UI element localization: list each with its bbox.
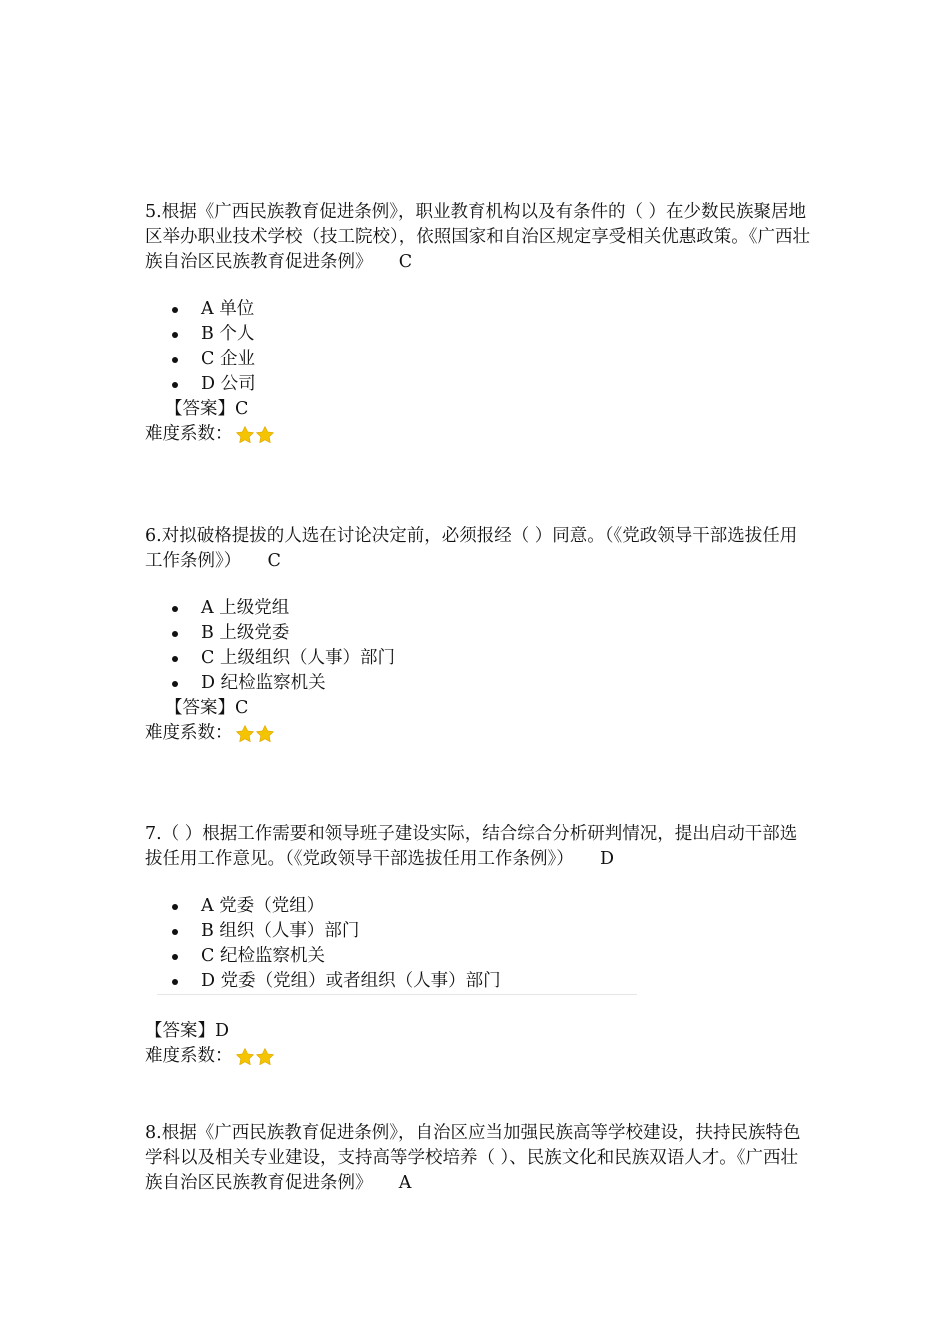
difficulty-label: 难度系数： bbox=[145, 424, 233, 444]
star-icon bbox=[255, 724, 275, 744]
difficulty-stars bbox=[235, 724, 275, 744]
option-item bbox=[145, 671, 810, 696]
difficulty-line bbox=[145, 422, 810, 447]
difficulty-stars bbox=[235, 1047, 275, 1067]
option-label: A 党委（党组） bbox=[201, 896, 325, 916]
option-label: B 上级党委 bbox=[201, 623, 290, 643]
bullet-dot-icon bbox=[172, 904, 178, 910]
star-icon bbox=[235, 724, 255, 744]
option-item bbox=[145, 621, 810, 646]
option-label: B 组织（人事）部门 bbox=[201, 921, 360, 941]
bullet-dot-icon bbox=[172, 606, 178, 612]
question-stem: 6.对拟破格提拔的人选在讨论决定前，必须报经（ ）同意。（《党政领导干部选拔任用工作条例》） C bbox=[145, 526, 798, 571]
option-item bbox=[145, 297, 810, 322]
option-label: C 企业 bbox=[201, 349, 255, 369]
answer-line: 【答案】C bbox=[165, 399, 249, 419]
option-list bbox=[145, 297, 810, 397]
difficulty-line bbox=[145, 721, 810, 746]
option-item bbox=[145, 919, 810, 944]
option-item bbox=[145, 944, 810, 969]
question-5 bbox=[145, 200, 810, 447]
option-label: C 上级组织（人事）部门 bbox=[201, 648, 395, 668]
question-stem: 7.（ ）根据工作需要和领导班子建设实际，结合综合分析研判情况，提出启动干部选拔任用工作意见。（《党政领导干部选拔任用工作条例》） D bbox=[145, 824, 798, 869]
question-stem: 8.根据《广西民族教育促进条例》，自治区应当加强民族高等学校建设，扶持民族特色学科以及相关专业建设，支持高等学校培养（ ）、民族文化和民族双语人才。《广西壮族自治区民族教育促进条例》 A bbox=[145, 1123, 801, 1193]
bullet-dot-icon bbox=[172, 656, 178, 662]
question-6 bbox=[145, 524, 810, 746]
option-label: D 党委（党组）或者组织（人事）部门 bbox=[201, 971, 501, 991]
bullet-dot-icon bbox=[172, 307, 178, 313]
option-item bbox=[145, 894, 810, 919]
bullet-dot-icon bbox=[172, 332, 178, 338]
answer-line: 【答案】C bbox=[165, 698, 249, 718]
option-list bbox=[145, 894, 810, 994]
option-label: C 纪检监察机关 bbox=[201, 946, 325, 966]
star-icon bbox=[235, 425, 255, 445]
bullet-dot-icon bbox=[172, 929, 178, 935]
option-item bbox=[145, 596, 810, 621]
star-icon bbox=[255, 425, 275, 445]
question-7 bbox=[145, 822, 810, 1069]
option-item bbox=[145, 347, 810, 372]
bullet-dot-icon bbox=[172, 681, 178, 687]
option-item bbox=[145, 322, 810, 347]
option-list bbox=[145, 596, 810, 696]
option-label: A 单位 bbox=[201, 299, 255, 319]
option-item bbox=[145, 372, 810, 397]
bullet-dot-icon bbox=[172, 382, 178, 388]
bullet-dot-icon bbox=[172, 954, 178, 960]
star-icon bbox=[255, 1047, 275, 1067]
option-item bbox=[145, 646, 810, 671]
question-stem: 5.根据《广西民族教育促进条例》，职业教育机构以及有条件的（ ）在少数民族聚居地区举办职业技术学校（技工院校），依照国家和自治区规定享受相关优惠政策。《广西壮族自治区民族教育促进条例》 C bbox=[145, 202, 810, 272]
bullet-dot-icon bbox=[172, 979, 178, 985]
difficulty-label: 难度系数： bbox=[145, 1046, 233, 1066]
option-item bbox=[145, 969, 810, 994]
answer-line: 【答案】D bbox=[145, 1021, 230, 1041]
star-icon bbox=[235, 1047, 255, 1067]
difficulty-stars bbox=[235, 425, 275, 445]
difficulty-line bbox=[145, 1044, 810, 1069]
question-8 bbox=[145, 1121, 810, 1196]
option-label: B 个人 bbox=[201, 324, 255, 344]
bullet-dot-icon bbox=[172, 631, 178, 637]
bullet-dot-icon bbox=[172, 357, 178, 363]
option-label: D 纪检监察机关 bbox=[201, 673, 326, 693]
option-label: A 上级党组 bbox=[201, 598, 290, 618]
option-label: D 公司 bbox=[201, 374, 256, 394]
difficulty-label: 难度系数： bbox=[145, 723, 233, 743]
